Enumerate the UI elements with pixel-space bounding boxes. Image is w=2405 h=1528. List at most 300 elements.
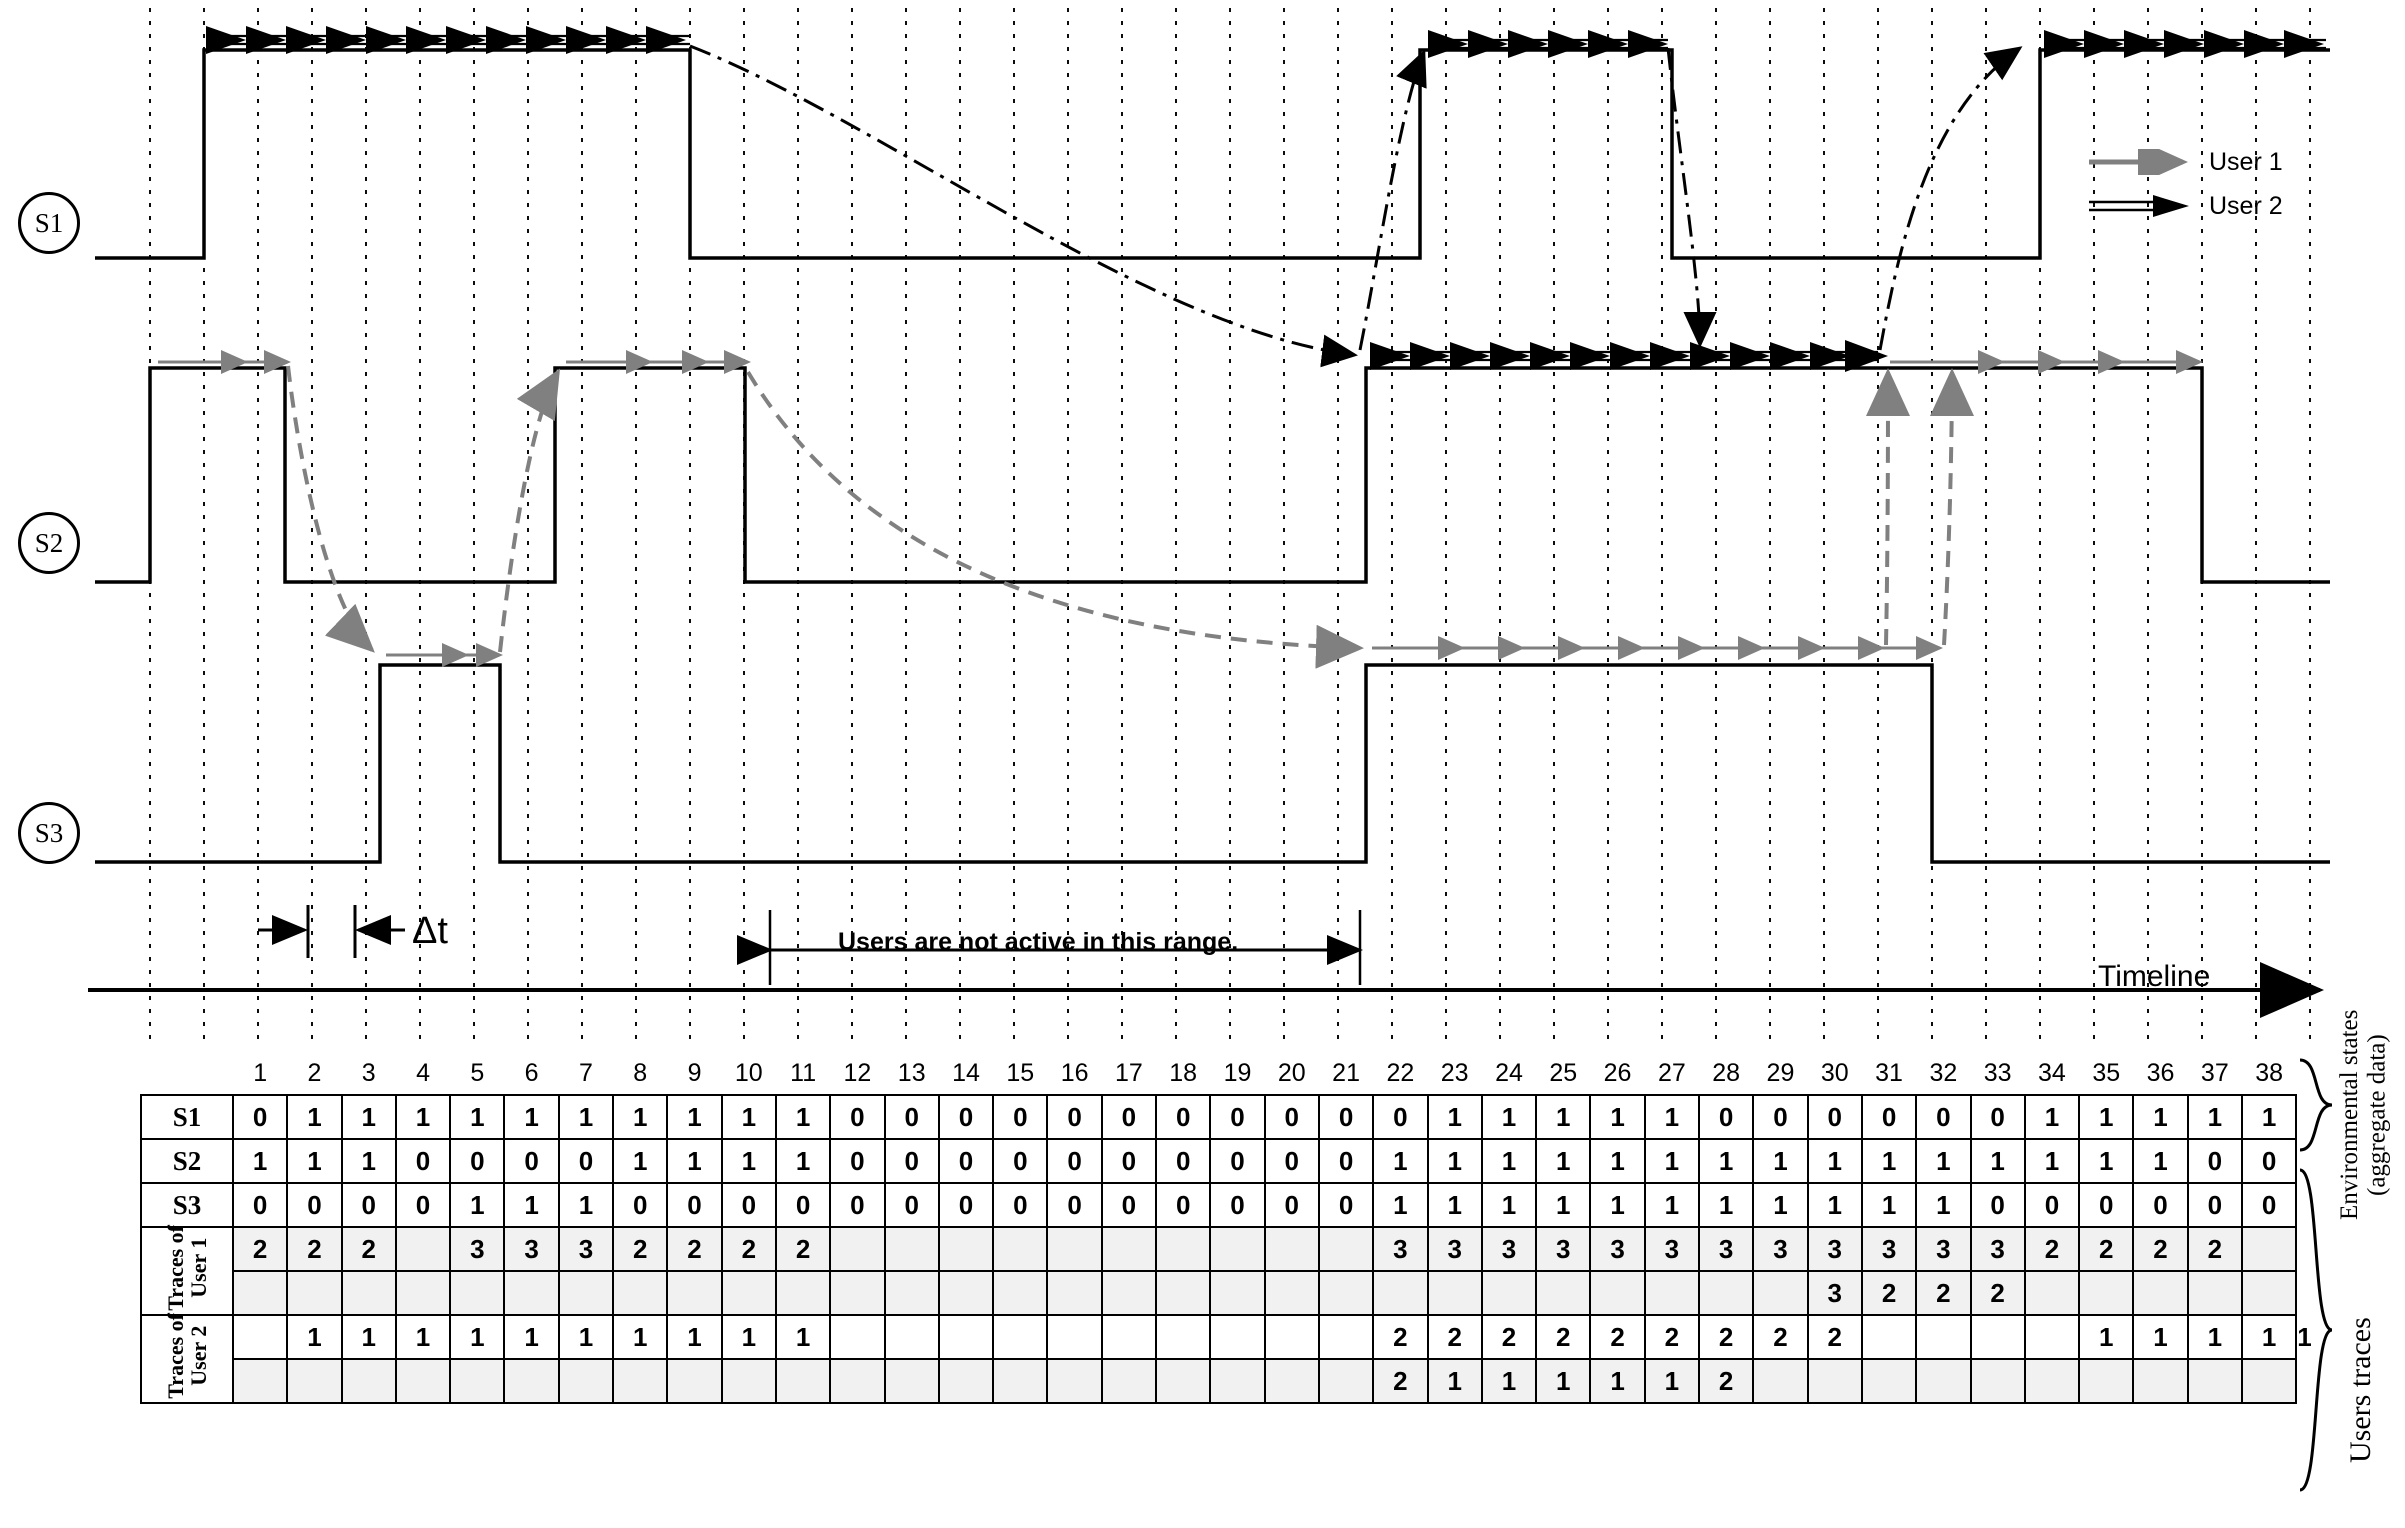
table-cell — [722, 1271, 776, 1315]
side-label-environment — [2336, 960, 2391, 1280]
table-cell: 0 — [1916, 1095, 1970, 1139]
table-cell: 0 — [1971, 1095, 2025, 1139]
table-cell: 1 — [1428, 1139, 1482, 1183]
table-cell: 3 — [1753, 1227, 1807, 1271]
side-label-environment-text: Environmental states (aggregate data) — [2336, 1009, 2391, 1221]
data-table — [140, 1052, 2312, 1404]
table-cell — [1482, 1271, 1536, 1315]
tick-header-cell: 28 — [1712, 1058, 1741, 1087]
table-cell — [1210, 1315, 1264, 1359]
table-cell: 3 — [504, 1227, 558, 1271]
table-cell — [1210, 1359, 1264, 1403]
tick-header-cell: 3 — [361, 1058, 376, 1087]
table-cell: 0 — [1047, 1183, 1101, 1227]
tick-header-cell: 38 — [2255, 1058, 2284, 1087]
table-cell: 1 — [1482, 1183, 1536, 1227]
table-cell: 1 — [2133, 1139, 2187, 1183]
table-cell: 1 — [1536, 1139, 1590, 1183]
table-cell — [1971, 1315, 2025, 1359]
table-cell: 0 — [1265, 1095, 1319, 1139]
table-cell: 3 — [1482, 1227, 1536, 1271]
table-cell: 1 — [1645, 1139, 1699, 1183]
table-cell — [1319, 1359, 1373, 1403]
tick-header-cell: 27 — [1657, 1058, 1686, 1087]
table-cell: 1 — [776, 1315, 830, 1359]
table-cell: 0 — [993, 1095, 1047, 1139]
table-cell: 2 — [1645, 1315, 1699, 1359]
table-cell: 1 — [504, 1315, 558, 1359]
table-cell: 3 — [450, 1227, 504, 1271]
tick-header-cell: 22 — [1386, 1058, 1415, 1087]
tick-header-cell: 37 — [2200, 1058, 2229, 1087]
table-cell — [613, 1271, 667, 1315]
table-cell — [1971, 1359, 2025, 1403]
table-cell: 1 — [1590, 1359, 1644, 1403]
table-cell — [1699, 1271, 1753, 1315]
table-cell — [2025, 1315, 2079, 1359]
table-cell: 1 — [667, 1095, 721, 1139]
tick-header-cell: 6 — [524, 1058, 539, 1087]
table-cell: 2 — [1753, 1315, 1807, 1359]
row-header: S3 — [141, 1183, 233, 1227]
table-cell: 0 — [830, 1139, 884, 1183]
table-cell — [885, 1271, 939, 1315]
table-cell — [342, 1271, 396, 1315]
table-cell — [1753, 1271, 1807, 1315]
table-cell: 1 — [504, 1095, 558, 1139]
legend-label-user2: User 2 — [2209, 191, 2283, 220]
table-cell: 1 — [776, 1139, 830, 1183]
table-cell — [1102, 1227, 1156, 1271]
table-cell: 0 — [1102, 1139, 1156, 1183]
signal-label-s1 — [18, 192, 80, 254]
table-cell — [1102, 1315, 1156, 1359]
table-row — [141, 1139, 2296, 1183]
table-cell: 1 — [2133, 1095, 2187, 1139]
table-cell — [1319, 1227, 1373, 1271]
table-cell — [233, 1315, 287, 1359]
table-cell: 1 — [1373, 1139, 1427, 1183]
table-cell: 1 — [1699, 1139, 1753, 1183]
table-cell — [233, 1359, 287, 1403]
table-cell: 0 — [993, 1139, 1047, 1183]
table-cell — [2025, 1271, 2079, 1315]
table-cell: 1 — [450, 1315, 504, 1359]
row-header: S1 — [141, 1095, 233, 1139]
table-cell: 0 — [1319, 1183, 1373, 1227]
row-header: S2 — [141, 1139, 233, 1183]
table-cell — [1265, 1315, 1319, 1359]
table-cell: 0 — [2133, 1183, 2187, 1227]
table-cell — [1862, 1315, 1916, 1359]
table-cell — [1047, 1271, 1101, 1315]
table-cell — [939, 1227, 993, 1271]
table-cell: 0 — [342, 1183, 396, 1227]
table-cell: 1 — [1482, 1359, 1536, 1403]
table-cell: 0 — [1971, 1183, 2025, 1227]
table-cell: 0 — [1265, 1139, 1319, 1183]
table-cell — [2025, 1359, 2079, 1403]
table-cell: 3 — [1808, 1271, 1862, 1315]
table-cell: 0 — [287, 1183, 341, 1227]
table-cell: 2 — [613, 1227, 667, 1271]
table-cell: 1 — [287, 1315, 341, 1359]
table-cell — [1265, 1271, 1319, 1315]
table-cell — [939, 1271, 993, 1315]
table-cell — [2133, 1271, 2187, 1315]
table-cell: 0 — [1699, 1095, 1753, 1139]
table-cell — [1916, 1315, 1970, 1359]
table-cell: 1 — [1590, 1095, 1644, 1139]
table-cell: 0 — [504, 1139, 558, 1183]
table-cell: 0 — [2242, 1183, 2296, 1227]
table-cell — [722, 1359, 776, 1403]
table-cell: 0 — [1102, 1095, 1156, 1139]
table-cell: 1 — [1862, 1183, 1916, 1227]
table-cell: 1 — [450, 1183, 504, 1227]
table-row: Traces of User 2 1 1 1 1 1 1 1 1 1 1 2 2 2 2 2 2 2 2 2 1 1 1 1 1 — [141, 1315, 2296, 1359]
table-cell: 0 — [939, 1139, 993, 1183]
tick-header-cell: 15 — [1006, 1058, 1035, 1087]
table-cell: 1 — [1753, 1183, 1807, 1227]
tick-header-cell: 1 — [253, 1058, 268, 1087]
table-cell: 1 — [1808, 1139, 1862, 1183]
tick-header-cell: 8 — [633, 1058, 648, 1087]
table-cell: 3 — [1590, 1227, 1644, 1271]
table-cell: 1 — [559, 1183, 613, 1227]
table-cell — [885, 1359, 939, 1403]
table-cell: 0 — [396, 1183, 450, 1227]
table-cell: 1 — [1916, 1139, 1970, 1183]
table-row — [141, 1183, 2296, 1227]
table-cell — [1319, 1315, 1373, 1359]
table-cell: 2 — [1862, 1271, 1916, 1315]
table-cell: 1 — [2188, 1095, 2242, 1139]
table-cell: 2 — [1808, 1315, 1862, 1359]
table-cell: 1 — [1373, 1183, 1427, 1227]
side-label-users — [2344, 1270, 2377, 1520]
table-cell: 1 — [1536, 1359, 1590, 1403]
table-cell — [396, 1271, 450, 1315]
tick-header-cell: 23 — [1440, 1058, 1469, 1087]
table-cell: 0 — [667, 1183, 721, 1227]
tick-header-cell: 5 — [470, 1058, 485, 1087]
table-cell — [287, 1359, 341, 1403]
table-cell — [776, 1271, 830, 1315]
table-cell: 1 — [504, 1183, 558, 1227]
table-cell: 1 — [613, 1095, 667, 1139]
table-cell: 3 — [1373, 1227, 1427, 1271]
table-cell — [939, 1359, 993, 1403]
table-cell — [993, 1227, 1047, 1271]
delta-t-label: Δt — [412, 910, 448, 952]
table-cell — [2188, 1271, 2242, 1315]
table-cell: 1 — [559, 1315, 613, 1359]
table-cell: 1 — [613, 1315, 667, 1359]
table-cell: 1 — [1916, 1183, 1970, 1227]
tick-header-cell: 21 — [1332, 1058, 1360, 1087]
table-cell: 1 — [667, 1315, 721, 1359]
table-cell: 2 — [287, 1227, 341, 1271]
table-cell: 1 — [1482, 1139, 1536, 1183]
table-cell — [1210, 1271, 1264, 1315]
table-cell: 2 — [2188, 1227, 2242, 1271]
tick-header-cell: 7 — [578, 1058, 593, 1087]
table-cell: 1 — [287, 1139, 341, 1183]
table-cell: 1 — [342, 1315, 396, 1359]
table-cell — [233, 1271, 287, 1315]
table-cell: 1 — [722, 1139, 776, 1183]
table-cell — [1916, 1359, 1970, 1403]
user2-arrow-icon — [2085, 193, 2195, 219]
table-cell: 0 — [1319, 1139, 1373, 1183]
tick-header-cell: 34 — [2038, 1058, 2066, 1087]
table-row — [141, 1227, 2296, 1271]
table-cell: 0 — [1102, 1183, 1156, 1227]
table-cell: 1 — [2188, 1315, 2242, 1359]
table-cell: 1 — [2025, 1095, 2079, 1139]
table-cell — [1645, 1271, 1699, 1315]
table-cell: 3 — [559, 1227, 613, 1271]
legend-label-user1: User 1 — [2209, 147, 2283, 176]
table-cell: 0 — [1156, 1139, 1210, 1183]
data-table-wrapper — [140, 1052, 2312, 1404]
table-cell: 3 — [1971, 1227, 2025, 1271]
table-cell — [613, 1359, 667, 1403]
table-cell — [2242, 1227, 2296, 1271]
table-cell — [450, 1359, 504, 1403]
table-cell: 3 — [1862, 1227, 1916, 1271]
table-cell: 2 — [1699, 1359, 1753, 1403]
table-cell: 0 — [2025, 1183, 2079, 1227]
tick-header-cell: 9 — [687, 1058, 702, 1087]
table-cell: 0 — [939, 1183, 993, 1227]
row-header — [141, 1224, 233, 1315]
table-cell — [1590, 1271, 1644, 1315]
table-cell — [396, 1227, 450, 1271]
table-cell: 0 — [2188, 1139, 2242, 1183]
inactive-range-label: Users are not active in this range. — [838, 928, 1239, 956]
table-cell: 1 — [1971, 1139, 2025, 1183]
table-cell: 0 — [993, 1183, 1047, 1227]
signal-label-s1-text: S1 — [34, 207, 64, 238]
table-cell: 0 — [450, 1139, 504, 1183]
table-cell — [1265, 1227, 1319, 1271]
table-cell: 2 — [1590, 1315, 1644, 1359]
table-cell — [450, 1271, 504, 1315]
table-cell: 0 — [2188, 1183, 2242, 1227]
table-cell: 1 — [2133, 1315, 2187, 1359]
table-cell — [1047, 1315, 1101, 1359]
table-cell: 0 — [885, 1183, 939, 1227]
table-cell: 0 — [613, 1183, 667, 1227]
table-cell: 0 — [1156, 1183, 1210, 1227]
tick-header-cell: 2 — [307, 1058, 322, 1087]
table-cell — [504, 1359, 558, 1403]
table-cell — [342, 1359, 396, 1403]
table-cell: 1 — [1428, 1359, 1482, 1403]
table-cell — [667, 1359, 721, 1403]
table-cell: 0 — [559, 1139, 613, 1183]
table-cell: 3 — [1808, 1227, 1862, 1271]
tick-header-cell: 33 — [1983, 1058, 2012, 1087]
tick-header-cell: 16 — [1060, 1058, 1089, 1087]
table-cell: 3 — [1428, 1227, 1482, 1271]
tick-header-cell: 25 — [1549, 1058, 1578, 1087]
table-cell — [993, 1359, 1047, 1403]
table-cell — [830, 1359, 884, 1403]
table-cell: 1 — [613, 1139, 667, 1183]
legend-item-user1 — [2085, 140, 2375, 184]
table-cell: 0 — [1373, 1095, 1427, 1139]
table-cell: 1 — [2242, 1315, 2296, 1359]
table-cell: 2 — [1536, 1315, 1590, 1359]
table-cell: 2 — [667, 1227, 721, 1271]
table-cell: 1 — [287, 1095, 341, 1139]
table-cell — [939, 1315, 993, 1359]
table-cell: 2 — [1428, 1315, 1482, 1359]
table-cell: 0 — [1319, 1095, 1373, 1139]
table-cell: 1 — [722, 1315, 776, 1359]
tick-header-cell: 31 — [1875, 1058, 1903, 1087]
table-cell — [1753, 1359, 1807, 1403]
table-cell: 0 — [830, 1095, 884, 1139]
table-cell: 0 — [1808, 1095, 1862, 1139]
tick-header-cell: 30 — [1820, 1058, 1849, 1087]
tick-header-corner — [141, 1052, 233, 1095]
table-cell — [2242, 1271, 2296, 1315]
table-cell: 3 — [1916, 1227, 1970, 1271]
tick-header-cell: 29 — [1766, 1058, 1795, 1087]
table-cell — [1428, 1271, 1482, 1315]
table-cell — [993, 1315, 1047, 1359]
table-cell — [2079, 1359, 2133, 1403]
table-cell: 1 — [1645, 1095, 1699, 1139]
table-row — [141, 1359, 2296, 1403]
table-cell — [885, 1315, 939, 1359]
table-cell: 0 — [885, 1095, 939, 1139]
table-cell — [396, 1359, 450, 1403]
table-cell — [1210, 1227, 1264, 1271]
table-cell: 1 — [1862, 1139, 1916, 1183]
table-cell: 1 — [1482, 1095, 1536, 1139]
tick-header-cell: 13 — [897, 1058, 926, 1087]
table-cell: 1 — [2079, 1139, 2133, 1183]
tick-header-cell: 26 — [1603, 1058, 1632, 1087]
table-cell: 1 — [722, 1095, 776, 1139]
table-cell — [1047, 1227, 1101, 1271]
table-cell: 1 — [1590, 1139, 1644, 1183]
tick-header-cell: 24 — [1495, 1058, 1523, 1087]
tick-header-cell: 17 — [1114, 1058, 1143, 1087]
table-cell — [1862, 1359, 1916, 1403]
table-cell: 1 — [1536, 1095, 1590, 1139]
table-cell — [2079, 1271, 2133, 1315]
table-cell — [1102, 1271, 1156, 1315]
table-cell — [1102, 1359, 1156, 1403]
table-cell — [993, 1271, 1047, 1315]
table-cell: 2 — [776, 1227, 830, 1271]
table-cell: 1 — [1699, 1183, 1753, 1227]
tick-header-row — [141, 1052, 2296, 1095]
table-cell: 1 — [2079, 1315, 2133, 1359]
tick-header-cell: 20 — [1277, 1058, 1306, 1087]
table-cell: 1 — [667, 1139, 721, 1183]
table-row — [141, 1271, 2296, 1315]
table-cell: 0 — [776, 1183, 830, 1227]
table-cell: 0 — [1210, 1095, 1264, 1139]
tick-header-cell: 12 — [843, 1058, 872, 1087]
table-cell — [1156, 1315, 1210, 1359]
tick-header-cell: 10 — [734, 1058, 763, 1087]
table-cell: 2 — [1916, 1271, 1970, 1315]
table-row — [141, 1095, 2296, 1139]
table-cell — [1156, 1271, 1210, 1315]
table-cell: 1 — [1428, 1183, 1482, 1227]
signal-label-s2 — [18, 512, 80, 574]
signal-label-s3-text: S3 — [34, 817, 64, 848]
tick-header-cell: 11 — [790, 1058, 817, 1087]
row-header-text: Traces of User 2 — [162, 1312, 211, 1399]
row-header — [141, 1312, 233, 1403]
table-cell: 0 — [1265, 1183, 1319, 1227]
row-header-text: Traces of User 1 — [162, 1224, 211, 1311]
table-cell: 0 — [2242, 1139, 2296, 1183]
table-cell: 0 — [2079, 1183, 2133, 1227]
table-cell — [1156, 1227, 1210, 1271]
table-cell — [885, 1227, 939, 1271]
table-cell — [2188, 1359, 2242, 1403]
table-cell: 1 — [233, 1139, 287, 1183]
table-cell: 0 — [233, 1183, 287, 1227]
tick-header-cell: 18 — [1169, 1058, 1198, 1087]
table-cell: 3 — [1699, 1227, 1753, 1271]
table-cell: 1 — [2242, 1095, 2296, 1139]
table-cell: 1 — [2079, 1095, 2133, 1139]
table-cell: 0 — [396, 1139, 450, 1183]
table-cell: 0 — [1210, 1183, 1264, 1227]
table-cell: 1 — [1808, 1183, 1862, 1227]
table-cell: 2 — [342, 1227, 396, 1271]
signal-label-s2-text: S2 — [34, 527, 64, 558]
table-cell — [830, 1271, 884, 1315]
table-cell: 2 — [1699, 1315, 1753, 1359]
table-cell: 0 — [1156, 1095, 1210, 1139]
table-cell: 2 — [2133, 1227, 2187, 1271]
table-cell: 0 — [233, 1095, 287, 1139]
table-cell: 0 — [885, 1139, 939, 1183]
table-cell: 0 — [1210, 1139, 1264, 1183]
table-cell: 2 — [1971, 1271, 2025, 1315]
table-cell: 1 — [559, 1095, 613, 1139]
table-cell: 3 — [1536, 1227, 1590, 1271]
table-cell: 2 — [1373, 1359, 1427, 1403]
table-cell — [1156, 1359, 1210, 1403]
tick-header-cell: 19 — [1223, 1058, 1252, 1087]
table-cell — [776, 1359, 830, 1403]
table-cell: 1 — [1536, 1183, 1590, 1227]
table-cell: 2 — [722, 1227, 776, 1271]
table-cell — [559, 1271, 613, 1315]
table-cell: 1 — [396, 1095, 450, 1139]
table-cell — [1265, 1359, 1319, 1403]
table-cell: 3 — [1645, 1227, 1699, 1271]
legend — [2085, 140, 2375, 228]
timeline-label: Timeline — [2098, 960, 2211, 993]
table-cell: 0 — [1047, 1095, 1101, 1139]
tick-header-cell: 32 — [1929, 1058, 1958, 1087]
table-cell: 2 — [1482, 1315, 1536, 1359]
